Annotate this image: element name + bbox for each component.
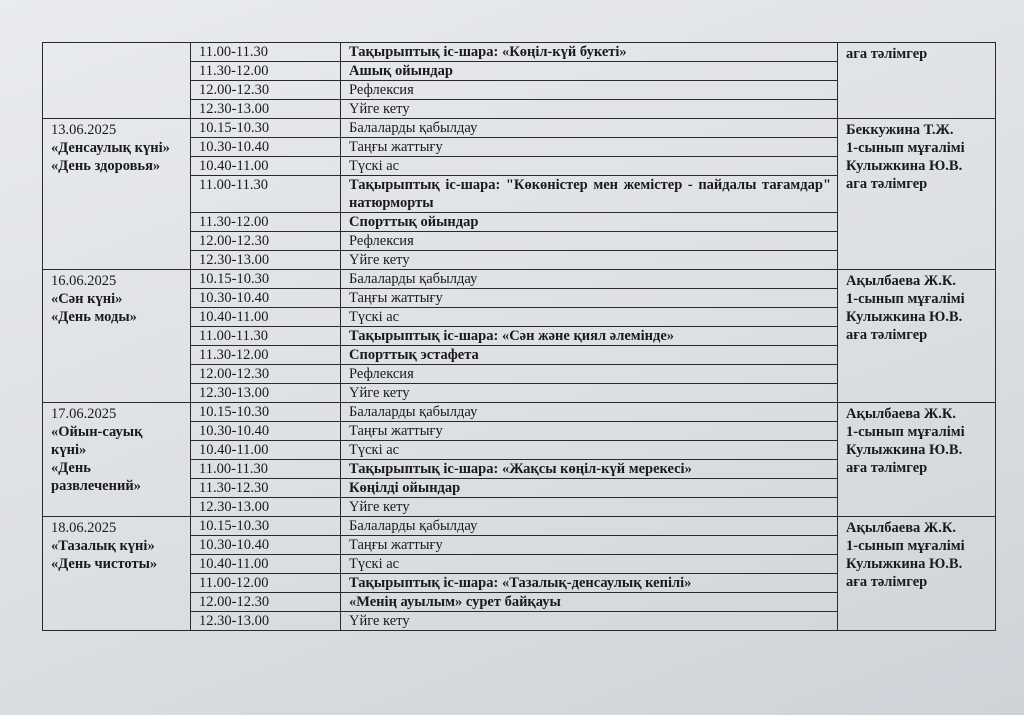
responsible-cell [838, 517, 996, 631]
day-title-line: «День [51, 460, 91, 476]
responsible-line: Кулыжкина Ю.В. [846, 309, 963, 325]
time-cell: 11.00-11.30 [191, 460, 341, 479]
responsible-line: аға тәлімгер [846, 574, 928, 590]
day-cell [43, 119, 191, 270]
activity-cell: Балаларды қабылдау [341, 403, 838, 422]
responsible-line: Ақылбаева Ж.К. [846, 273, 957, 289]
responsible-line: 1-сынып мұғалімі [846, 424, 965, 440]
day-date: 18.06.2025 [51, 520, 117, 536]
activity-cell: Спорттық ойындар [341, 213, 838, 232]
day-title-line: «Денсаулық күні» [51, 140, 170, 156]
day-title-line: «Тазалық күні» [51, 538, 155, 554]
time-cell: 12.30-13.00 [191, 498, 341, 517]
responsible-line: Ақылбаева Ж.К. [846, 406, 957, 422]
time-cell: 11.00-11.30 [191, 43, 341, 62]
activity-cell: Үйге кету [341, 498, 838, 517]
responsible-line: ага тәлімгер [846, 46, 928, 62]
time-cell: 10.15-10.30 [191, 403, 341, 422]
responsible-cell [838, 119, 996, 270]
activity-cell: Ашық ойындар [341, 62, 838, 81]
responsible-line: 1-сынып мұғалімі [846, 291, 965, 307]
activity-cell: Түскі ас [341, 308, 838, 327]
responsible-line: аға тәлімгер [846, 460, 928, 476]
day-cell [43, 43, 191, 119]
activity-cell: Рефлексия [341, 232, 838, 251]
activity-cell: Түскі ас [341, 157, 838, 176]
time-cell: 10.40-11.00 [191, 157, 341, 176]
activity-cell: Үйге кету [341, 612, 838, 631]
responsible-line: Кулыжкина Ю.В. [846, 158, 963, 174]
responsible-line: 1-сынып мұғалімі [846, 140, 965, 156]
day-title-line: күні» [51, 442, 87, 458]
activity-cell: Таңғы жаттығу [341, 289, 838, 308]
responsible-line: Ақылбаева Ж.К. [846, 520, 957, 536]
day-date: 17.06.2025 [51, 406, 117, 422]
activity-cell: Тақырыптық іс-шара: «Тазалық-денсаулық кепілі» [341, 574, 838, 593]
time-cell: 10.15-10.30 [191, 270, 341, 289]
activity-cell: Таңғы жаттығу [341, 536, 838, 555]
table-row [43, 43, 996, 62]
activity-cell: Тақырыптық іс-шара: «Жақсы көңіл-күй мерекесі» [341, 460, 838, 479]
time-cell: 11.00-12.00 [191, 574, 341, 593]
activity-cell: Таңғы жаттығу [341, 138, 838, 157]
schedule-body [43, 43, 996, 631]
day-title-line: «День чистоты» [51, 556, 158, 572]
activity-cell: Үйге кету [341, 384, 838, 403]
table-row [43, 270, 996, 289]
day-title-line: «День здоровья» [51, 158, 161, 174]
time-cell: 11.30-12.00 [191, 346, 341, 365]
time-cell: 12.00-12.30 [191, 81, 341, 100]
activity-cell: Спорттық эстафета [341, 346, 838, 365]
time-cell: 10.30-10.40 [191, 138, 341, 157]
day-title-line: «Ойын-сауық [51, 424, 143, 440]
time-cell: 10.15-10.30 [191, 517, 341, 536]
time-cell: 12.30-13.00 [191, 384, 341, 403]
time-cell: 12.30-13.00 [191, 612, 341, 631]
time-cell: 10.30-10.40 [191, 289, 341, 308]
time-cell: 11.00-11.30 [191, 176, 341, 213]
activity-cell: Рефлексия [341, 365, 838, 384]
responsible-cell [838, 403, 996, 517]
day-title-line: «Сән күні» [51, 291, 123, 307]
time-cell: 12.30-13.00 [191, 251, 341, 270]
table-row [43, 517, 996, 536]
activity-cell: Таңғы жаттығу [341, 422, 838, 441]
activity-cell: Рефлексия [341, 81, 838, 100]
time-cell: 10.15-10.30 [191, 119, 341, 138]
responsible-line: 1-сынып мұғалімі [846, 538, 965, 554]
time-cell: 10.40-11.00 [191, 555, 341, 574]
activity-cell: Балаларды қабылдау [341, 517, 838, 536]
day-cell [43, 270, 191, 403]
activity-cell: Балаларды қабылдау [341, 119, 838, 138]
day-date: 16.06.2025 [51, 273, 117, 289]
time-cell: 11.30-12.00 [191, 62, 341, 81]
time-cell: 12.00-12.30 [191, 593, 341, 612]
time-cell: 10.30-10.40 [191, 422, 341, 441]
activity-cell: Көңілді ойындар [341, 479, 838, 498]
responsible-line: Беккужина Т.Ж. [846, 122, 954, 138]
day-title-line: «День моды» [51, 309, 137, 325]
activity-cell: Түскі ас [341, 555, 838, 574]
time-cell: 12.00-12.30 [191, 365, 341, 384]
activity-cell: Түскі ас [341, 441, 838, 460]
activity-cell: Үйге кету [341, 251, 838, 270]
day-cell [43, 403, 191, 517]
time-cell: 10.40-11.00 [191, 308, 341, 327]
schedule-table [42, 42, 996, 631]
responsible-line: Кулыжкина Ю.В. [846, 556, 963, 572]
time-cell: 11.30-12.30 [191, 479, 341, 498]
day-date: 13.06.2025 [51, 122, 117, 138]
table-row [43, 403, 996, 422]
responsible-line: аға тәлімгер [846, 327, 928, 343]
activity-cell: Тақырыптық іс-шара: "Көкөністер мен жемістер - пайдалы тағамдар" натюрморты [341, 176, 838, 213]
responsible-line: ага тәлімгер [846, 176, 928, 192]
day-cell [43, 517, 191, 631]
time-cell: 11.30-12.00 [191, 213, 341, 232]
activity-cell: Үйге кету [341, 100, 838, 119]
time-cell: 10.40-11.00 [191, 441, 341, 460]
time-cell: 11.00-11.30 [191, 327, 341, 346]
activity-cell: Балаларды қабылдау [341, 270, 838, 289]
responsible-cell [838, 270, 996, 403]
responsible-line: Кулыжкина Ю.В. [846, 442, 963, 458]
time-cell: 12.30-13.00 [191, 100, 341, 119]
responsible-cell [838, 43, 996, 119]
activity-cell: Тақырыптық іс-шара: «Сән және қиял әлемінде» [341, 327, 838, 346]
activity-cell: Тақырыптық іс-шара: «Көңіл-күй букеті» [341, 43, 838, 62]
table-row [43, 119, 996, 138]
time-cell: 10.30-10.40 [191, 536, 341, 555]
day-title-line: развлечений» [51, 478, 141, 494]
activity-cell: «Менің ауылым» сурет байқауы [341, 593, 838, 612]
time-cell: 12.00-12.30 [191, 232, 341, 251]
